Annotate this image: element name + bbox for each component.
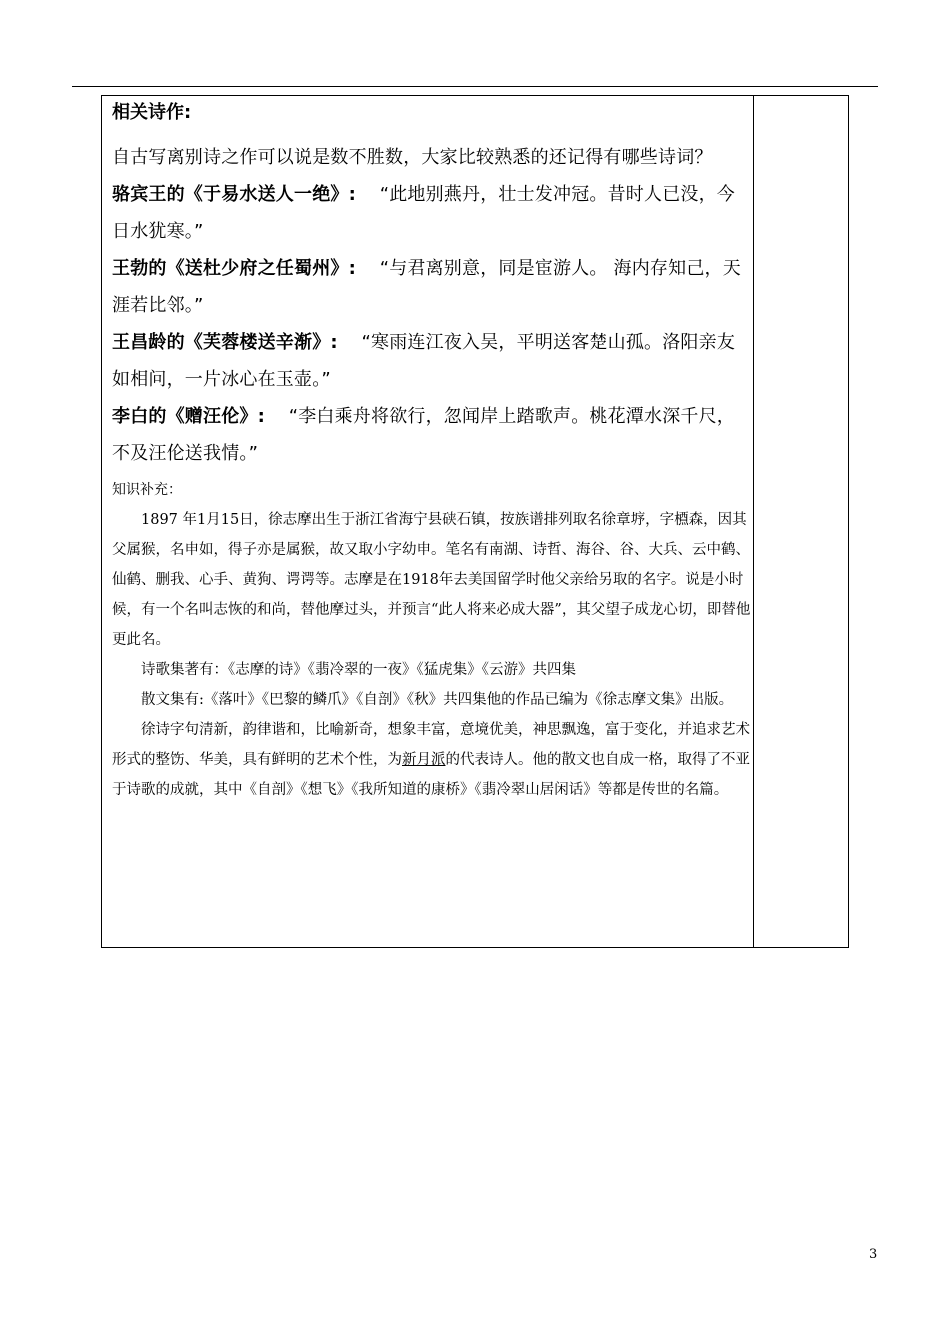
content-table — [101, 95, 849, 948]
intro-question: 自古写离别诗之作可以说是数不胜数，大家比较熟悉的还记得有哪些诗词？ — [112, 147, 713, 168]
style-text-after: 的代表诗人。他的散文也自成一格，取得了不亚于诗歌的成就，其中《自剖》《想飞》《我所知道的康桥》《翡冷翠山居闲话》等都是传世的名篇。 — [112, 752, 750, 798]
header-rule — [72, 86, 878, 87]
page-number: 3 — [869, 1247, 878, 1262]
poem-author-title: 骆宾王的《于易水送人一绝》: — [112, 184, 356, 205]
section-heading: 相关诗作: — [112, 102, 192, 123]
bio-paragraph: 1897 年1月15日，徐志摩出生于浙江省海宁县硖石镇，按族谱排列取名徐章垿，字槱森，因其父属猴，名申如，得子亦是属猴，故又取小字幼申。笔名有南湖、诗哲、海谷、谷、大兵、云中鹤、仙鹤、删我、心手、黄狗、谔谔等。志摩是在1918年去美国留学时他父亲给另取的名字。说是小时候，有一个名叫志恢的和尚，替他摩过头，并预言“此人将来必成大器”，其父望子成龙心切，即替他更此名。 — [112, 512, 751, 648]
poem-author-title: 李白的《赠汪伦》: — [112, 406, 265, 427]
poem-entry — [112, 176, 752, 250]
style-paragraph — [112, 715, 752, 805]
style-text-before: 徐诗字句清新，韵律谐和，比喻新奇，想象丰富，意境优美，神思飘逸，富于变化，并追求艺术形式的整饬、华美，具有鲜明的艺术个性，为 — [112, 722, 750, 768]
side-notes-cell — [754, 96, 848, 947]
poem-text: “李白乘舟将欲行，忽闻岸上踏歌声。桃花潭水深千尺，不及汪伦送我情。” — [112, 406, 736, 464]
poem-text: “此地别燕丹，壮士发冲冠。昔时人已没，今日水犹寒。” — [112, 184, 736, 242]
poem-text: “与君离别意，同是宦游人。 海内存知己，天涯若比邻。” — [112, 258, 741, 316]
poems-block — [112, 139, 752, 472]
poem-author-title: 王勃的《送杜少府之任蜀州》: — [112, 258, 356, 279]
prose-collections: 散文集有:《落叶》《巴黎的鳞爪》《自剖》《秋》共四集他的作品已编为《徐志摩文集》出版。 — [141, 692, 734, 708]
poem-author-title: 王昌龄的《芙蓉楼送辛渐》: — [112, 332, 338, 353]
style-school-link: 新月派 — [402, 752, 446, 768]
poetry-collections: 诗歌集著有：《志摩的诗》《翡冷翠的一夜》《猛虎集》《云游》共四集 — [141, 662, 576, 678]
knowledge-label: 知识补充： — [112, 482, 182, 498]
main-content-cell — [102, 96, 754, 947]
knowledge-block — [112, 505, 752, 805]
poem-entry — [112, 250, 752, 324]
poem-text: “寒雨连江夜入吴，平明送客楚山孤。洛阳亲友如相问，一片冰心在玉壶。” — [112, 332, 736, 390]
main-content — [112, 96, 752, 805]
poem-entry — [112, 324, 752, 398]
poem-entry — [112, 398, 752, 472]
